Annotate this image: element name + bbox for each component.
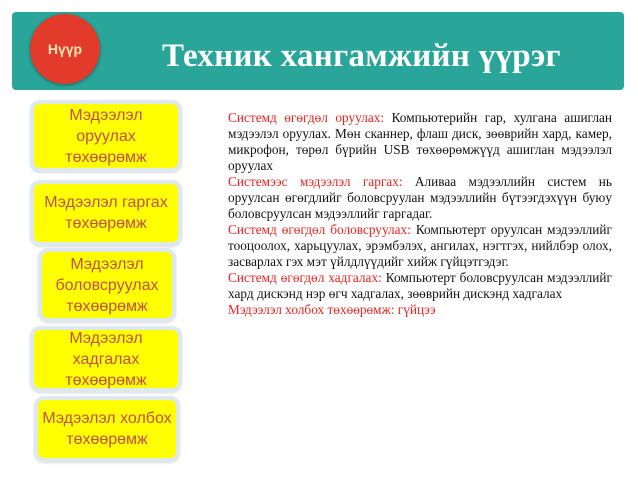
paragraph-label: Мэдээлэл холбох төхөөрөмж: гүйцээ: [228, 302, 436, 317]
paragraph-text: Компьютерт оруулсан мэдээллийг тооцоолох, харьцуулах, эрэмбэлэх, ангилах, нэгтгэх, нийлбэр олох, засварлах гэх мэт үйлдлүүдийг хийж гүйцэтгэдэг.: [228, 222, 612, 269]
nav-item-label: Мэдээлэл оруулах төхөөрөмж: [65, 106, 147, 166]
description-paragraph: [228, 302, 612, 318]
nav-processing-devices[interactable]: [38, 248, 176, 322]
nav-item-label: Мэдээлэл холбох төхөөрөмж: [42, 410, 172, 448]
description-paragraph: [228, 174, 612, 222]
nav-output-devices[interactable]: [30, 180, 182, 246]
paragraph-label: Системд өгөгдөл хадгалах:: [228, 270, 382, 285]
nav-network-devices[interactable]: [34, 396, 180, 462]
page-title: Техник хангамжийн үүрэг: [162, 38, 561, 74]
description-paragraph: [228, 110, 612, 174]
paragraph-label: Системд өгөгдөл боловсруулах:: [228, 222, 411, 237]
nav-storage-devices[interactable]: [30, 326, 182, 392]
header-banner: [12, 12, 624, 90]
description-paragraph: [228, 222, 612, 270]
description-text: [228, 110, 612, 318]
nav-item-label: Мэдээлэл хадгалах төхөөрөмж: [65, 329, 147, 389]
paragraph-text: Компьютерийн гар, хулгана ашиглан мэдээлэл оруулах. Мөн сканнер, флаш диск, зөөврийн хард, камер, микрофон, төрөл бүрийн USB төхөөрөмжүүд ашиглан мэдээлэл оруулах: [228, 110, 612, 173]
nav-item-label: Мэдээлэл гаргах төхөөрөмж: [44, 194, 168, 232]
nav-input-devices[interactable]: [30, 100, 182, 172]
description-paragraph: [228, 270, 612, 302]
paragraph-text: Аливаа мэдээллийн систем нь оруулсан өгөгдлийг боловсруулан мэдээллийн бүтээгдэхүүн буюу боловсруулсан мэдээллийг гаргадаг.: [228, 174, 612, 221]
nav-item-label: Мэдээлэл боловсруулах төхөөрөмж: [55, 255, 159, 315]
paragraph-text: Компьютерт боловсруулсан мэдээллийг хард дискэнд нэр өгч хадгалах, зөөврийн дискэнд хадгалах: [228, 270, 612, 301]
home-button[interactable]: Нүүр: [30, 14, 100, 84]
paragraph-label: Системээс мэдээлэл гаргах:: [228, 174, 403, 189]
paragraph-label: Системд өгөгдөл оруулах:: [228, 110, 385, 125]
